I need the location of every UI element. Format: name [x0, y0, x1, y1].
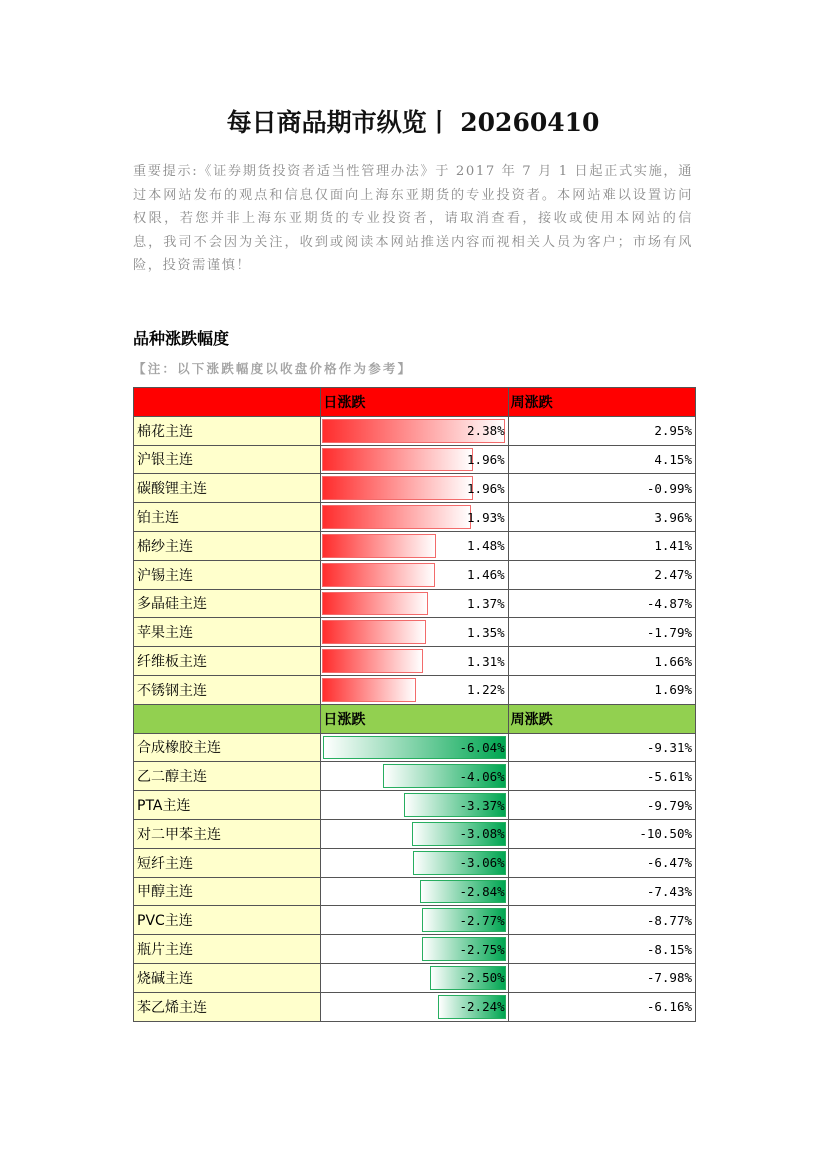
header-cell-week	[508, 704, 695, 733]
week-change-value: -1.79%	[508, 618, 695, 647]
day-change-value: -3.08%	[459, 826, 505, 842]
table-row	[134, 531, 696, 560]
day-change-cell	[321, 848, 508, 877]
week-change-value: 2.47%	[508, 560, 695, 589]
commodity-name: 合成橡胶主连	[134, 733, 321, 762]
day-change-cell	[321, 445, 508, 474]
day-change-cell	[321, 819, 508, 848]
day-change-value: -2.75%	[459, 941, 505, 957]
week-change-value: -4.87%	[508, 589, 695, 618]
table-row	[134, 445, 696, 474]
header-day-label: 日涨跌	[323, 711, 366, 728]
commodity-name: 瓶片主连	[134, 935, 321, 964]
day-change-bar	[322, 620, 426, 644]
week-change-value: -7.98%	[508, 963, 695, 992]
table-row	[134, 992, 696, 1021]
table-row	[134, 733, 696, 762]
week-change-value: -8.15%	[508, 935, 695, 964]
day-change-cell	[321, 474, 508, 503]
day-change-cell	[321, 589, 508, 618]
table-row	[134, 560, 696, 589]
day-change-cell	[321, 791, 508, 820]
table-row	[134, 675, 696, 704]
week-change-value: 4.15%	[508, 445, 695, 474]
commodity-name: PTA主连	[134, 791, 321, 820]
week-change-value: -6.16%	[508, 992, 695, 1021]
table-row	[134, 935, 696, 964]
commodity-name: 对二甲苯主连	[134, 819, 321, 848]
day-change-value: 1.96%	[467, 480, 505, 496]
table-row	[134, 963, 696, 992]
day-change-cell	[321, 416, 508, 445]
day-change-value: -2.24%	[459, 999, 505, 1015]
day-change-value: 1.93%	[467, 509, 505, 525]
commodity-name: 多晶硅主连	[134, 589, 321, 618]
week-change-value: 3.96%	[508, 503, 695, 532]
week-change-value: 2.95%	[508, 416, 695, 445]
disclaimer-text: 重要提示:《证券期货投资者适当性管理办法》于 2017 年 7 月 1 日起正式实施，通过本网站发布的观点和信息仅面向上海东亚期货的专业投资者。本网站难以设置访问权限，若您并非上海东亚期货的专业投资者，请取消查看，接收或使用本网站的信息，我司不会因为关注，收到或阅读本网站推送内容而视相关人员为客户；市场有风险，投资需谨慎！	[133, 164, 693, 273]
day-change-cell	[321, 877, 508, 906]
commodity-name: 铂主连	[134, 503, 321, 532]
commodity-name: 棉花主连	[134, 416, 321, 445]
week-change-value: 1.41%	[508, 531, 695, 560]
week-change-value: -9.31%	[508, 733, 695, 762]
header-week-label: 周涨跌	[510, 394, 553, 411]
table-row	[134, 474, 696, 503]
commodity-name: 棉纱主连	[134, 531, 321, 560]
day-change-cell	[321, 618, 508, 647]
day-change-value: -2.50%	[459, 970, 505, 986]
day-change-value: 1.35%	[467, 624, 505, 640]
week-change-value: -6.47%	[508, 848, 695, 877]
day-change-cell	[321, 531, 508, 560]
day-change-bar	[322, 534, 436, 558]
day-change-bar	[322, 563, 434, 587]
day-change-value: -6.04%	[459, 739, 505, 755]
header-cell-day	[321, 704, 508, 733]
table-row	[134, 791, 696, 820]
week-change-value: -7.43%	[508, 877, 695, 906]
day-change-value: 1.31%	[467, 653, 505, 669]
table-row	[134, 416, 696, 445]
commodity-name: PVC主连	[134, 906, 321, 935]
table-row	[134, 848, 696, 877]
commodity-name: 苯乙烯主连	[134, 992, 321, 1021]
header-cell-week	[508, 388, 695, 417]
commodity-name: 纤维板主连	[134, 647, 321, 676]
commodity-name: 不锈钢主连	[134, 675, 321, 704]
week-change-value: 1.69%	[508, 675, 695, 704]
day-change-value: 1.46%	[467, 567, 505, 583]
day-change-cell	[321, 963, 508, 992]
day-change-value: -2.77%	[459, 912, 505, 928]
day-change-cell	[321, 560, 508, 589]
day-change-value: -2.84%	[459, 883, 505, 899]
commodity-name: 甲醇主连	[134, 877, 321, 906]
section-title: 品种涨跌幅度	[133, 329, 230, 348]
header-cell-blank	[134, 704, 321, 733]
day-change-value: -4.06%	[459, 768, 505, 784]
week-change-value: 1.66%	[508, 647, 695, 676]
commodity-name: 沪锡主连	[134, 560, 321, 589]
commodity-name: 碳酸锂主连	[134, 474, 321, 503]
table-row	[134, 906, 696, 935]
table-row	[134, 503, 696, 532]
table-row	[134, 819, 696, 848]
day-change-cell	[321, 992, 508, 1021]
week-change-value: -10.50%	[508, 819, 695, 848]
table-row	[134, 589, 696, 618]
week-change-value: -0.99%	[508, 474, 695, 503]
commodity-name: 烧碱主连	[134, 963, 321, 992]
header-cell-blank	[134, 388, 321, 417]
note-text: 【注：以下涨跌幅度以收盘价格作为参考】	[133, 361, 413, 376]
day-change-bar	[322, 448, 473, 472]
table-row	[134, 877, 696, 906]
change-table	[133, 387, 696, 1022]
day-change-cell	[321, 675, 508, 704]
day-change-value: 1.37%	[467, 595, 505, 611]
week-change-value: -9.79%	[508, 791, 695, 820]
day-change-value: 1.96%	[467, 451, 505, 467]
day-change-bar	[322, 592, 427, 616]
day-change-bar	[322, 678, 416, 702]
day-change-cell	[321, 762, 508, 791]
table-row	[134, 647, 696, 676]
header-day-label: 日涨跌	[323, 394, 366, 411]
day-change-value: 2.38%	[467, 423, 505, 439]
day-change-cell	[321, 733, 508, 762]
week-change-value: -8.77%	[508, 906, 695, 935]
commodity-name: 乙二醇主连	[134, 762, 321, 791]
commodity-name: 沪银主连	[134, 445, 321, 474]
gainers-header-row	[134, 388, 696, 417]
day-change-bar	[322, 505, 470, 529]
day-change-cell	[321, 906, 508, 935]
week-change-value: -5.61%	[508, 762, 695, 791]
header-week-label: 周涨跌	[510, 711, 553, 728]
day-change-bar	[322, 649, 423, 673]
day-change-value: 1.22%	[467, 682, 505, 698]
day-change-bar	[322, 476, 473, 500]
day-change-cell	[321, 647, 508, 676]
page-title: 每日商品期市纵览丨 20260410	[226, 108, 600, 137]
commodity-name: 苹果主连	[134, 618, 321, 647]
day-change-value: 1.48%	[467, 538, 505, 554]
losers-header-row	[134, 704, 696, 733]
commodity-name: 短纤主连	[134, 848, 321, 877]
day-change-cell	[321, 503, 508, 532]
table-row	[134, 762, 696, 791]
day-change-value: -3.06%	[459, 855, 505, 871]
day-change-value: -3.37%	[459, 797, 505, 813]
day-change-cell	[321, 935, 508, 964]
table-row	[134, 618, 696, 647]
header-cell-day	[321, 388, 508, 417]
